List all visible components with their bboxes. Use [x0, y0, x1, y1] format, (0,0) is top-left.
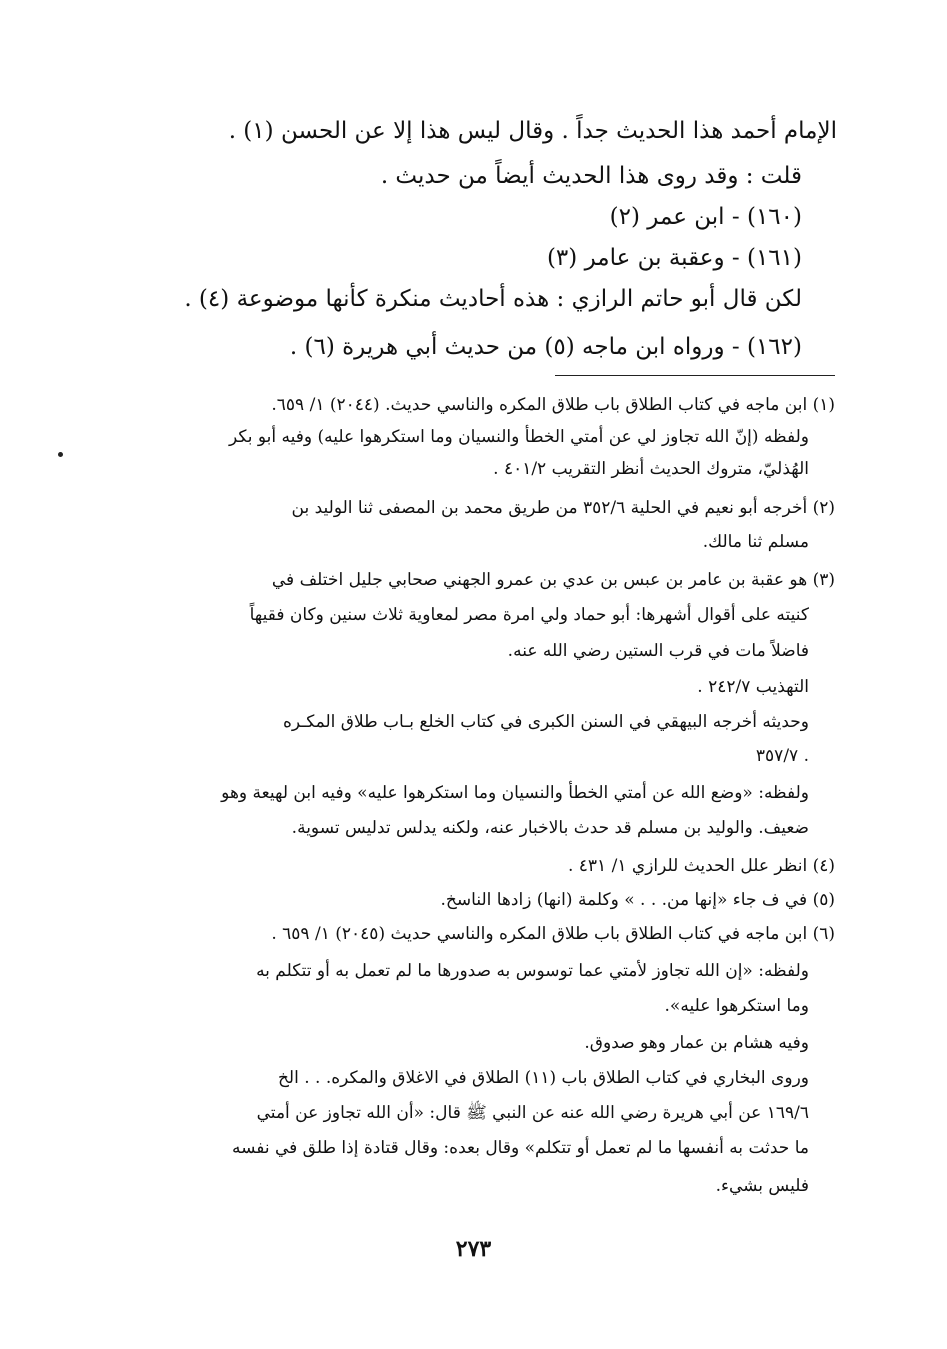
footnote-line: فليس بشيء. [715, 1176, 809, 1196]
footnote-line: كنيته على أقوال أشهرها: أبو حماد ولي امرة مصر لمعاوية ثلاث سنين وكان فقيهاً [249, 605, 809, 625]
footnote-line: (٦) ابن ماجه في كتاب الطلاق باب طلاق المكره والناسي حديث (٢٠٤٥) ١/ ٦٥٩ . [271, 924, 835, 944]
footnote-line: وروى البخاري في كتاب الطلاق باب (١١) الطلاق في الاغلاق والمكره. . . الخ [277, 1068, 809, 1088]
page-number: ٢٧٣ [455, 1236, 492, 1262]
footnote-line: وفيه هشام بن عمار وهو صدوق. [584, 1033, 809, 1053]
main-text-line: لكن قال أبو حاتم الرازي : هذه أحاديث منكرة كأنها موضوعة (٤) . [184, 286, 802, 312]
main-text-line: (١٦٠) - ابن عمر (٢) [609, 204, 802, 230]
stray-dot [58, 452, 63, 457]
footnote-line: ضعيف. والوليد بن مسلم قد حدث بالاخبار عنه، ولكنه يدلس تدليس تسوية. [291, 818, 809, 838]
footnote-line: (٣) هو عقبة بن عامر بن عبس بن عدي بن عمرو الجهني صحابي جليل اختلف في [271, 570, 835, 590]
main-text-line: الإمام أحمد هذا الحديث جداً . وقال ليس هذا إلا عن الحسن (١) . [228, 118, 837, 144]
footnote-line: ١٦٩/٦ عن أبي هريرة رضي الله عنه عن النبي ﷺ قال: «أن الله تجاوز عن أمتي [256, 1103, 809, 1123]
footnote-line: (١) ابن ماجه في كتاب الطلاق باب طلاق المكره والناسي حديث. (٢٠٤٤) ١/ ٦٥٩. [271, 395, 835, 415]
footnote-line: التهذيب ٢٤٢/٧ . [697, 677, 809, 697]
main-text-line: (١٦١) - وعقبة بن عامر (٣) [546, 245, 802, 271]
footnote-line: ٣٥٧/٧ . [755, 746, 809, 766]
footnote-line: وما استكرهوا عليه». [664, 996, 809, 1016]
footnote-line: (٥) في ف جاء «إنها من. . . » وكلمة (انها) زادها الناسخ. [440, 890, 835, 910]
footnote-line: ما حدثت به أنفسها ما لم تعمل أو تتكلم» وقال بعده: وقال قتادة إذا طلق في نفسه [231, 1138, 809, 1158]
footnote-line: (٢) أخرجه أبو نعيم في الحلية ٣٥٢/٦ من طريق محمد بن المصفى ثنا الوليد بن [291, 498, 835, 518]
main-text-line: (١٦٢) - ورواه ابن ماجه (٥) من حديث أبي هريرة (٦) . [289, 334, 802, 360]
footnote-line: الهُذليّ، متروك الحديث أنظر التقريب ٤٠١/٢ . [493, 459, 809, 479]
footnote-line: ولفظه: «وضع الله عن أمتي الخطأ والنسيان وما استكرهوا عليه» وفيه ابن لهيعة وهو [221, 783, 809, 803]
footnote-line: وحديثه أخرجه البيهقي في السنن الكبرى في كتاب الخلع بـاب طلاق المكـره [282, 712, 809, 732]
footnote-line: ولفظه (إنّ الله تجاوز لي عن أمتي الخطأ والنسيان وما استكرهوا عليه) وفيه أبو بكر [228, 427, 809, 447]
footnote-line: (٤) انظر علل الحديث للرازي ١/ ٤٣١ . [567, 856, 835, 876]
main-text-line: قلت : وقد روى هذا الحديث أيضاً من حديث . [380, 163, 802, 189]
footnote-line: ولفظه: «إن الله تجاوز لأمتي عما توسوس به صدورها ما لم تعمل به أو تتكلم به [256, 961, 809, 981]
footnote-line: مسلم ثنا مالك. [702, 532, 809, 552]
footnote-separator [555, 375, 835, 376]
footnote-line: فاضلاً مات في قرب الستين رضي الله عنه. [507, 641, 809, 661]
